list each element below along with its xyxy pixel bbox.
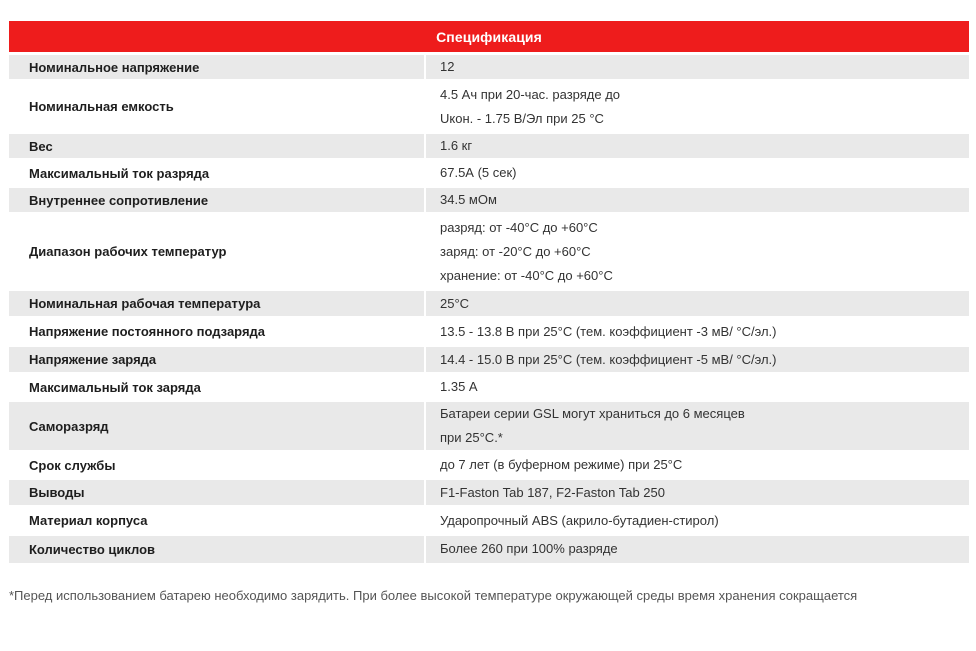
spec-label: Количество циклов	[9, 535, 425, 563]
spec-value-line: Ударопрочный ABS (акрило-бутадиен-стирол)	[440, 512, 719, 528]
table-row	[9, 214, 969, 290]
spec-value-line: Более 260 при 100% разряде	[440, 541, 618, 557]
table-row	[9, 187, 969, 214]
spec-label: Напряжение заряда	[9, 346, 425, 374]
spec-value-line: заряд: от -20°С до +60°С	[440, 243, 591, 259]
spec-value-line: 14.4 - 15.0 В при 25°С (тем. коэффициент -5 мВ/ °С/эл.)	[440, 351, 777, 367]
spec-table-body	[9, 54, 969, 563]
table-row	[9, 507, 969, 535]
spec-value-line: F1-Faston Tab 187, F2-Faston Tab 250	[440, 484, 665, 500]
spec-label: Вес	[9, 133, 425, 160]
table-row	[9, 133, 969, 160]
spec-label: Внутреннее сопротивление	[9, 187, 425, 214]
spec-value-line: 13.5 - 13.8 В при 25°С (тем. коэффициент -3 мВ/ °С/эл.)	[440, 323, 777, 339]
table-row	[9, 290, 969, 318]
spec-label: Номинальная рабочая температура	[9, 290, 425, 318]
table-row	[9, 81, 969, 133]
spec-label: Номинальная емкость	[9, 81, 425, 133]
spec-value	[425, 374, 969, 401]
table-row	[9, 374, 969, 401]
footnote: *Перед использованием батарею необходимо зарядить. При более высокой температуре окружающей среды время хранения сокращается	[9, 588, 858, 603]
spec-value-line: 67.5А (5 сек)	[440, 165, 517, 180]
spec-value	[425, 81, 969, 133]
spec-label: Саморазряд	[9, 401, 425, 452]
spec-label: Максимальный ток заряда	[9, 374, 425, 401]
spec-value	[425, 346, 969, 374]
spec-value	[425, 507, 969, 535]
spec-value	[425, 452, 969, 479]
spec-value-line: хранение: от -40°С до +60°С	[440, 267, 613, 283]
spec-value	[425, 535, 969, 563]
table-row	[9, 479, 969, 507]
spec-label: Диапазон рабочих температур	[9, 214, 425, 290]
spec-value-line: 1.6 кг	[440, 138, 473, 153]
spec-value	[425, 401, 969, 452]
spec-label: Номинальное напряжение	[9, 54, 425, 81]
spec-value	[425, 318, 969, 346]
table-row	[9, 346, 969, 374]
spec-value-line: при 25°С.*	[440, 430, 503, 445]
spec-value-line: разряд: от -40°С до +60°С	[440, 219, 598, 235]
spec-value-line: 1.35 А	[440, 379, 478, 394]
spec-table-container	[9, 21, 969, 563]
spec-value-line: 25°С	[440, 295, 470, 311]
table-row	[9, 401, 969, 452]
table-row	[9, 54, 969, 81]
table-row	[9, 160, 969, 187]
table-row	[9, 535, 969, 563]
spec-label: Материал корпуса	[9, 507, 425, 535]
spec-value-line: 4.5 Ач при 20-час. разряде до	[440, 86, 621, 102]
spec-label: Выводы	[9, 479, 425, 507]
spec-value-line: Батареи серии GSL могут храниться до 6 месяцев	[440, 406, 745, 421]
spec-value	[425, 187, 969, 214]
spec-value	[425, 133, 969, 160]
spec-value-line: Uкон. - 1.75 В/Эл при 25 °С	[440, 110, 604, 126]
table-row	[9, 452, 969, 479]
spec-label: Максимальный ток разряда	[9, 160, 425, 187]
spec-value-line: 12	[440, 59, 455, 74]
spec-value	[425, 290, 969, 318]
spec-label: Срок службы	[9, 452, 425, 479]
spec-value-line: до 7 лет (в буферном режиме) при 25°С	[440, 457, 683, 472]
spec-value	[425, 54, 969, 81]
spec-value	[425, 160, 969, 187]
spec-value	[425, 479, 969, 507]
spec-table	[9, 52, 969, 563]
spec-value	[425, 214, 969, 290]
table-row	[9, 318, 969, 346]
spec-table-header: Спецификация	[9, 21, 969, 52]
spec-label: Напряжение постоянного подзаряда	[9, 318, 425, 346]
spec-value-line: 34.5 мОм	[440, 192, 497, 207]
